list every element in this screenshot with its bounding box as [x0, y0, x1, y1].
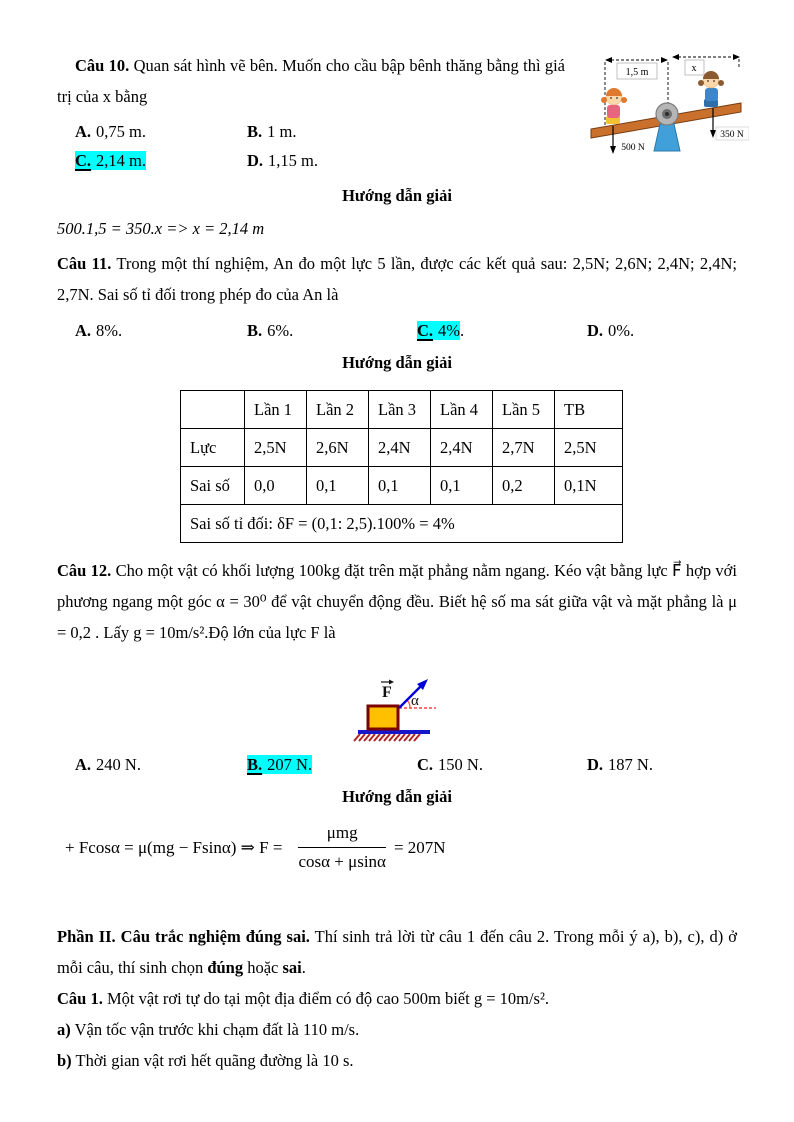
question-12-label: Câu 12.	[57, 561, 112, 580]
option-c-correct: C. 4%.	[417, 321, 465, 340]
option-d: D. 187 N.	[587, 755, 653, 774]
option-a: A. 8%.	[75, 321, 123, 340]
question-11-label: Câu 11.	[57, 254, 112, 273]
question-10	[57, 50, 744, 178]
bold-sai: sai	[282, 958, 302, 977]
ground-line	[358, 730, 430, 734]
question-11-text: Câu 11. Trong một thí nghiệm, An đo một lực 5 lần, được các kết quả sau: 2,5N; 2,6N; 2,4N; 2,4N; 2,7N. Sai số tỉ đối trong phép đo của An là	[57, 254, 737, 304]
part2-intro: Phần II. Câu trắc nghiệm đúng sai. Thí sinh trả lời từ câu 1 đến câu 2. Trong mỗi ý a), b), c), d) ở mỗi câu, thí sinh chọn đúng hoặc sai.	[57, 927, 737, 977]
block-force-diagram	[322, 664, 472, 744]
formula-fraction	[298, 820, 386, 875]
option-c: C. 150 N.	[417, 755, 483, 774]
solution-heading-q10: Hướng dẫn giải	[342, 186, 452, 205]
angle-label: α	[411, 693, 419, 709]
distance-left-label: 1,5 m	[625, 67, 649, 78]
option-c-correct: C. 2,14 m.	[75, 151, 147, 170]
right-force-label: 350 N	[720, 130, 744, 140]
right-child	[698, 71, 724, 107]
table-footer-row	[181, 505, 623, 543]
part2-question-1-label: Câu 1.	[57, 989, 103, 1008]
fraction-numerator: μmg	[298, 820, 386, 848]
table-row-error: Sai số 0,0 0,1 0,1 0,1 0,2 0,1N	[181, 467, 623, 505]
left-force-label: 500 N	[621, 143, 645, 153]
option-d: D. 0%.	[587, 321, 635, 340]
solution-heading-q11: Hướng dẫn giải	[342, 353, 452, 372]
relative-error-formula: Sai số tỉ đối: δF = (0,1: 2,5).100% = 4%	[181, 505, 623, 543]
solution-formula-q12	[65, 820, 737, 875]
solution-heading-q12: Hướng dẫn giải	[342, 787, 452, 806]
question-12-text: Câu 12. Cho một vật có khối lượng 100kg đặt trên mặt phẳng nằm ngang. Kéo vật bằng lực F⃗ hợp với phương ngang một góc α = 30⁰ để vật chuyển động đều. Biết hệ số ma sát giữa vật và mặt phẳng là μ = 0,2 . Lấy g = 10m/s².Độ lớn của lực F là	[57, 561, 737, 642]
question-10-label: Câu 10.	[75, 56, 130, 75]
part2-q1-item-a: a) Vận tốc vận trước khi chạm đất là 110 m/s.	[57, 1020, 360, 1039]
distance-right-label: x	[691, 63, 697, 74]
part2-question-1: Câu 1. Một vật rơi tự do tại một địa điểm có độ cao 500m biết g = 10m/s².	[57, 989, 550, 1008]
question-11-options	[75, 316, 737, 345]
force-vector-label: F	[382, 684, 392, 701]
option-a: A. 240 N.	[75, 755, 141, 774]
bold-dung: đúng	[207, 958, 244, 977]
option-b: B. 6%.	[247, 321, 294, 340]
formula-right: = 207N	[393, 838, 446, 857]
formula-left: + Fcosα = μ(mg − Fsinα) ⇒ F =	[65, 838, 283, 857]
question-10-text: Câu 10. Quan sát hình vẽ bên. Muốn cho cầu bập bênh thăng bằng thì giá trị của x bằng	[57, 56, 566, 106]
solution-q10: 500.1,5 = 350.x => x = 2,14 m	[57, 219, 265, 238]
part2-heading: Phần II. Câu trắc nghiệm đúng sai.	[57, 927, 310, 946]
option-d: D. 1,15 m.	[247, 151, 319, 170]
option-b: B. 1 m.	[247, 122, 297, 141]
seesaw-base	[654, 124, 680, 151]
fraction-denominator: cosα + μsinα	[298, 852, 386, 871]
block	[368, 706, 398, 729]
seesaw-figure	[589, 50, 749, 156]
question-12-options	[75, 750, 737, 779]
part2-q1-item-b: b) Thời gian vật rơi hết quãng đường là 10 s.	[57, 1051, 354, 1070]
option-b-correct: B. 207 N.	[247, 755, 313, 774]
table-row-force: Lực 2,5N 2,6N 2,4N 2,4N 2,7N 2,5N	[181, 429, 623, 467]
table-header-row: Lần 1 Lần 2 Lần 3 Lần 4 Lần 5 TB	[181, 391, 623, 429]
measurement-table	[180, 390, 623, 543]
option-a: A. 0,75 m.	[75, 122, 147, 141]
